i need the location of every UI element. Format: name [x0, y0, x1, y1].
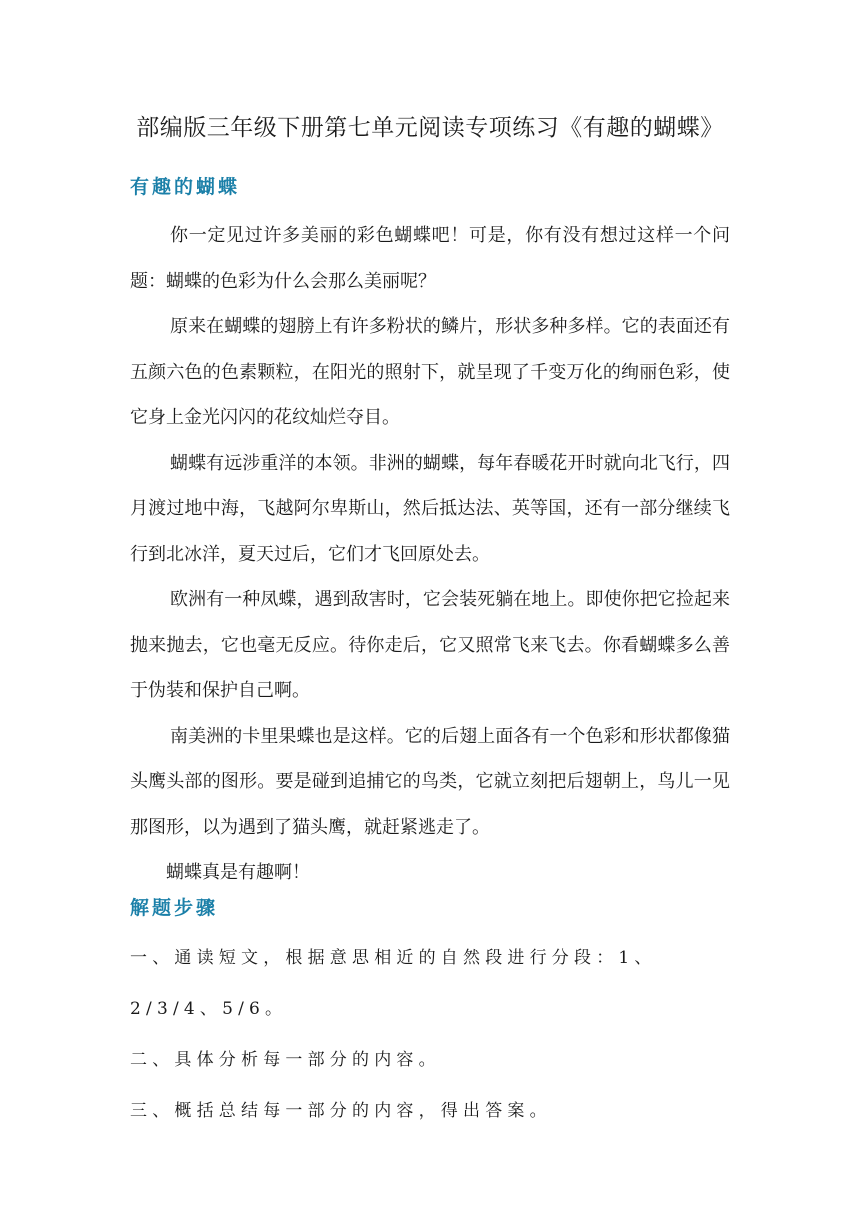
steps-list [130, 933, 730, 1137]
article-paragraph-6: 蝴蝶真是有趣啊！ [166, 862, 310, 883]
article-paragraph-5: 南美洲的卡里果蝶也是这样。它的后翅上面各有一个色彩和形状都像猫头鹰头部的图形。要是碰到追捕它的鸟类，它就立刻把后翅朝上，鸟儿一见那图形，以为遇到了猫头鹰，就赶紧逃走了。 [130, 725, 730, 838]
article-paragraph-1: 你一定见过许多美丽的彩色蝴蝶吧！可是，你有没有想过这样一个问题：蝴蝶的色彩为什么会那么美丽呢？ [130, 225, 730, 292]
article-body [130, 213, 730, 896]
article-paragraph-4: 欧洲有一种凤蝶，遇到敌害时，它会装死躺在地上。即使你把它捡起来抛来抛去，它也毫无反应。待你走后，它又照常飞来飞去。你看蝴蝶多么善于伪装和保护自己啊。 [130, 589, 730, 701]
steps-heading: 解题步骤 [130, 897, 219, 919]
article-paragraph-3: 蝴蝶有远涉重洋的本领。非洲的蝴蝶，每年春暖花开时就向北飞行，四月渡过地中海，飞越阿尔卑斯山，然后抵达法、英等国，还有一部分继续飞行到北冰洋，夏天过后，它们才飞回原处去。 [130, 452, 730, 565]
step-item-1: 一、通读短文，根据意思相近的自然段进行分段：1、2/3/4、5/6。 [130, 948, 657, 1019]
step-item-3: 三、概括总结每一部分的内容，得出答案。 [130, 1101, 552, 1121]
article-heading: 有趣的蝴蝶 [130, 176, 241, 198]
step-item-2: 二、具体分析每一部分的内容。 [130, 1050, 441, 1070]
article-paragraph-2: 原来在蝴蝶的翅膀上有许多粉状的鳞片，形状多种多样。它的表面还有五颜六色的色素颗粒，在阳光的照射下，就呈现了千变万化的绚丽色彩，使它身上金光闪闪的花纹灿烂夺目。 [130, 316, 730, 428]
document-title: 部编版三年级下册第七单元阅读专项练习《有趣的蝴蝶》 [136, 115, 724, 141]
